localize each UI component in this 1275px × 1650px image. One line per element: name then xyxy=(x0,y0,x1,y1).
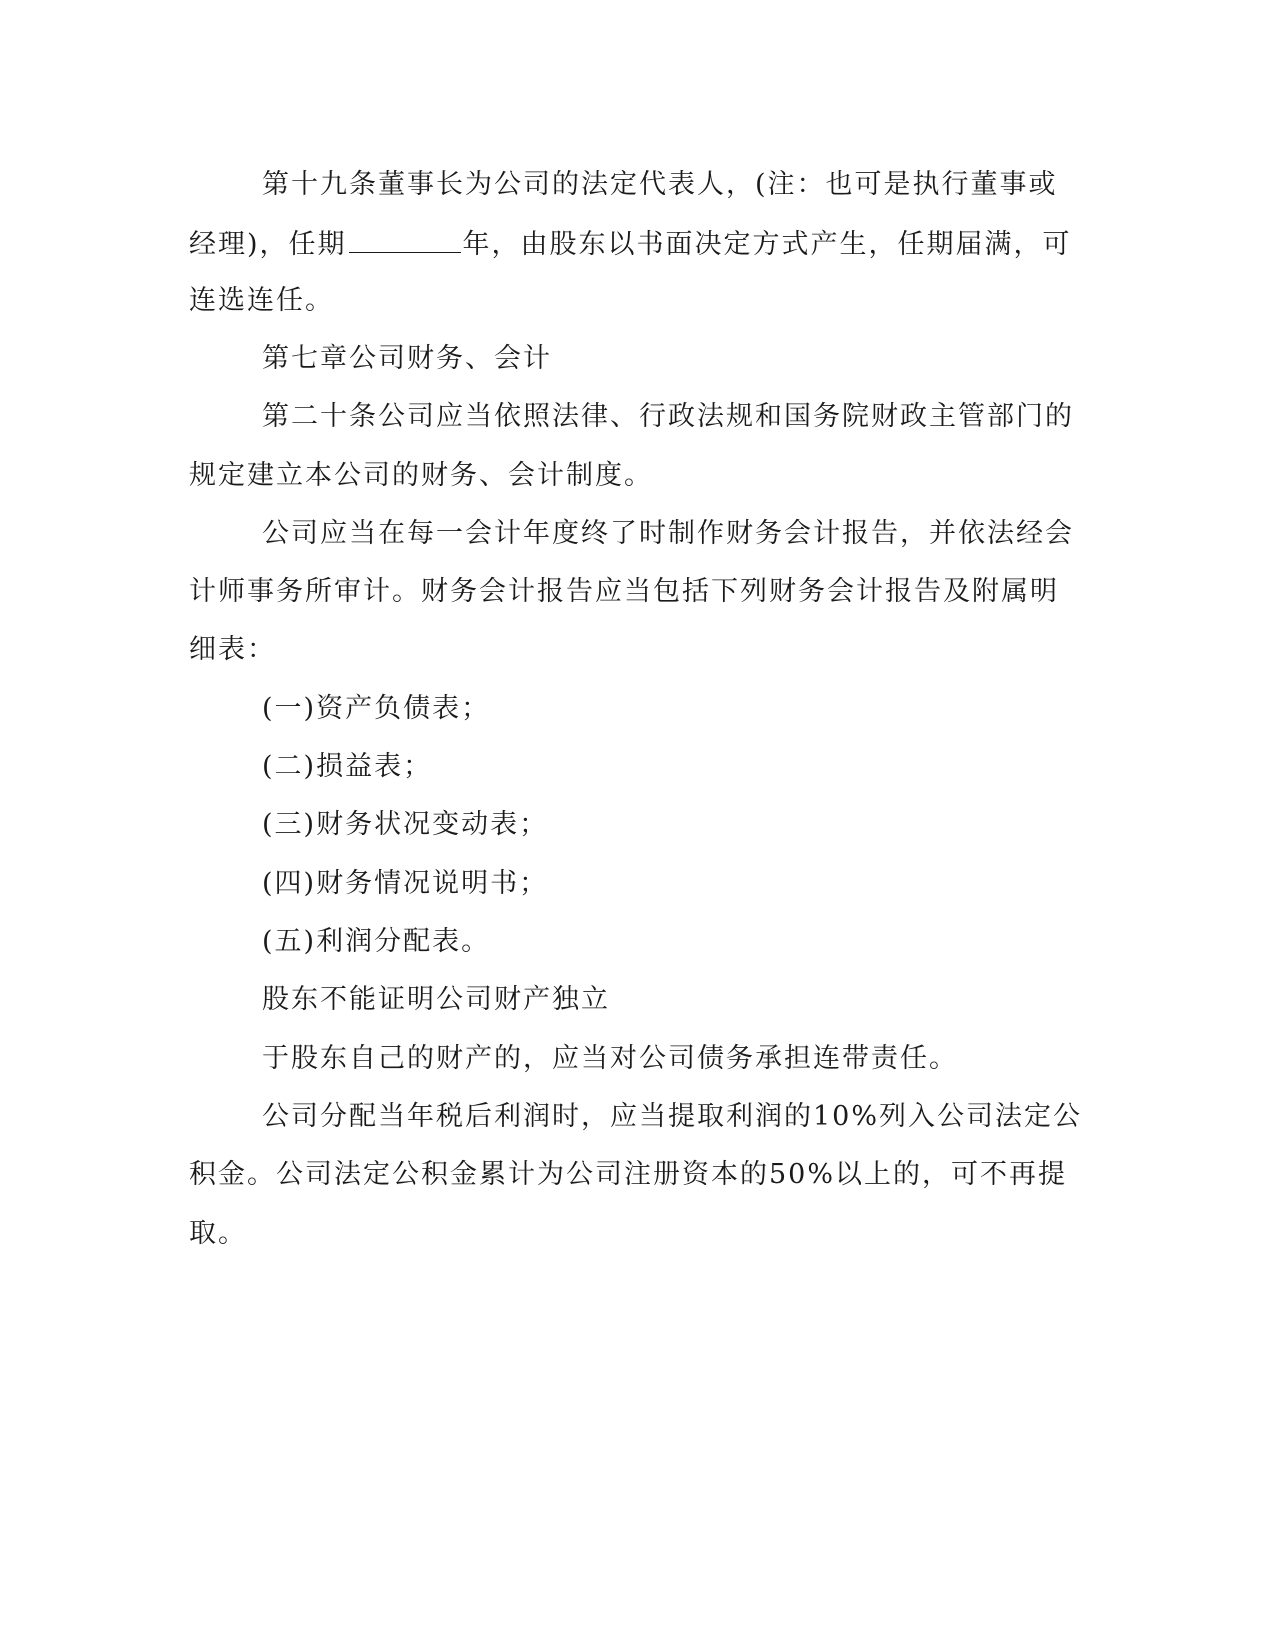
article-19-line-2 xyxy=(189,226,1072,262)
list-item: (三)财务状况变动表； xyxy=(262,809,549,840)
article-20-line-2: 规定建立本公司的财务、会计制度。 xyxy=(189,460,653,491)
reserve-paragraph-line-2: 积金。公司法定公积金累计为公司注册资本的50%以上的，可不再提 xyxy=(189,1159,1068,1190)
shareholder-paragraph-line-1: 股东不能证明公司财产独立 xyxy=(262,984,610,1015)
reserve-paragraph-line-1: 公司分配当年税后利润时，应当提取利润的10%列入公司法定公 xyxy=(262,1101,1083,1132)
list-item: (五)利润分配表。 xyxy=(262,926,491,957)
article-19-line-2-before: 经理)，任期 xyxy=(189,229,347,260)
report-paragraph-line-1: 公司应当在每一会计年度终了时制作财务会计报告，并依法经会 xyxy=(262,518,1074,549)
article-19-line-1: 第十九条董事长为公司的法定代表人，(注：也可是执行董事或 xyxy=(262,169,1058,200)
article-19-line-3: 连选连任。 xyxy=(189,285,334,316)
list-item: (一)资产负债表； xyxy=(262,693,491,724)
report-paragraph-line-2: 计师事务所审计。财务会计报告应当包括下列财务会计报告及附属明 xyxy=(189,576,1059,607)
list-item: (四)财务情况说明书； xyxy=(262,868,549,899)
report-paragraph-line-3: 细表： xyxy=(189,634,276,665)
chapter-7-heading: 第七章公司财务、会计 xyxy=(262,343,552,374)
article-20-line-1: 第二十条公司应当依照法律、行政法规和国务院财政主管部门的 xyxy=(262,401,1074,432)
shareholder-paragraph-line-2: 于股东自己的财产的，应当对公司债务承担连带责任。 xyxy=(262,1043,958,1074)
term-blank-field xyxy=(349,226,461,253)
list-item: (二)损益表； xyxy=(262,751,433,782)
reserve-paragraph-line-3: 取。 xyxy=(189,1218,247,1249)
article-19-line-2-after: 年，由股东以书面决定方式产生，任期届满，可 xyxy=(462,229,1072,260)
